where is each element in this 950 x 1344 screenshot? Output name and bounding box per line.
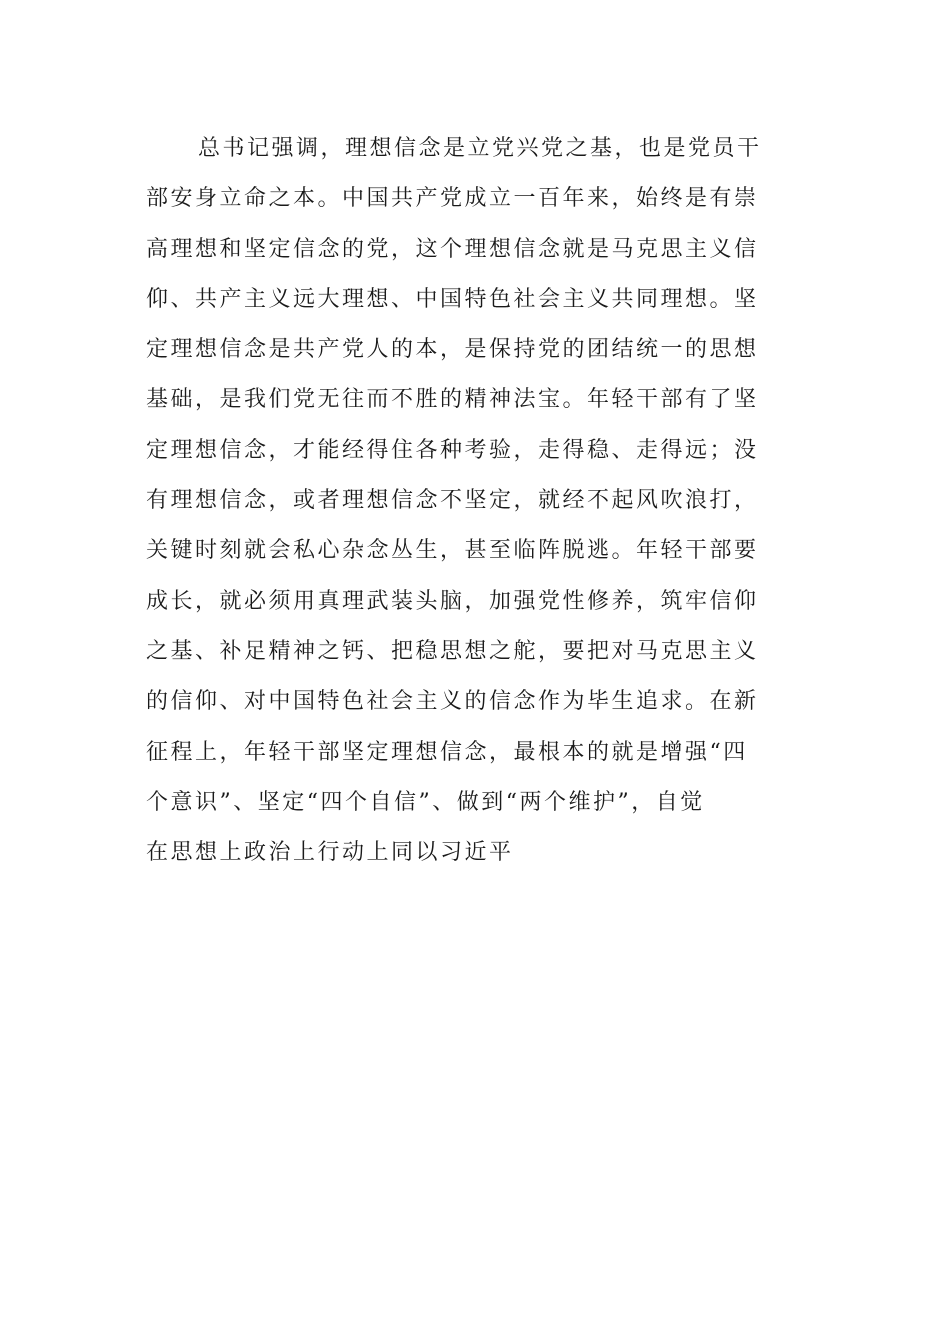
paragraph-line-13: 征程上，年轻干部坚定理想信念，最根本的就是增强“四 bbox=[146, 739, 748, 765]
paragraph-line-11: 之基、补足精神之钙、把稳思想之舵，要把对马克思主义 bbox=[146, 638, 759, 664]
paragraph-line-6: 基础，是我们党无往而不胜的精神法宝。年轻干部有了坚 bbox=[146, 387, 759, 413]
paragraph-line-10: 成长，就必须用真理武装头脑，加强党性修养，筑牢信仰 bbox=[146, 588, 759, 614]
body-paragraph bbox=[146, 124, 806, 878]
paragraph-line-5: 定理想信念是共产党人的本，是保持党的团结统一的思想 bbox=[146, 337, 759, 363]
paragraph-line-2: 部安身立命之本。中国共产党成立一百年来，始终是有崇 bbox=[146, 186, 759, 212]
paragraph-line-1: 总书记强调，理想信念是立党兴党之基，也是党员干 bbox=[198, 136, 762, 161]
paragraph-line-4: 仰、共产主义远大理想、中国特色社会主义共同理想。坚 bbox=[146, 286, 759, 312]
paragraph-line-15: 在思想上政治上行动上同以习近平 bbox=[146, 840, 514, 866]
paragraph-line-7: 定理想信念，才能经得住各种考验，走得稳、走得远；没 bbox=[146, 437, 759, 463]
paragraph-line-3: 高理想和坚定信念的党，这个理想信念就是马克思主义信 bbox=[146, 236, 759, 262]
paragraph-line-12: 的信仰、对中国特色社会主义的信念作为毕生追求。在新 bbox=[146, 689, 759, 715]
paragraph-line-14: 个意识”、坚定“四个自信”、做到“两个维护”，自觉 bbox=[146, 789, 705, 815]
paragraph-line-8: 有理想信念，或者理想信念不坚定，就经不起风吹浪打， bbox=[146, 488, 759, 514]
paragraph-line-9: 关键时刻就会私心杂念丛生，甚至临阵脱逃。年轻干部要 bbox=[146, 538, 759, 564]
